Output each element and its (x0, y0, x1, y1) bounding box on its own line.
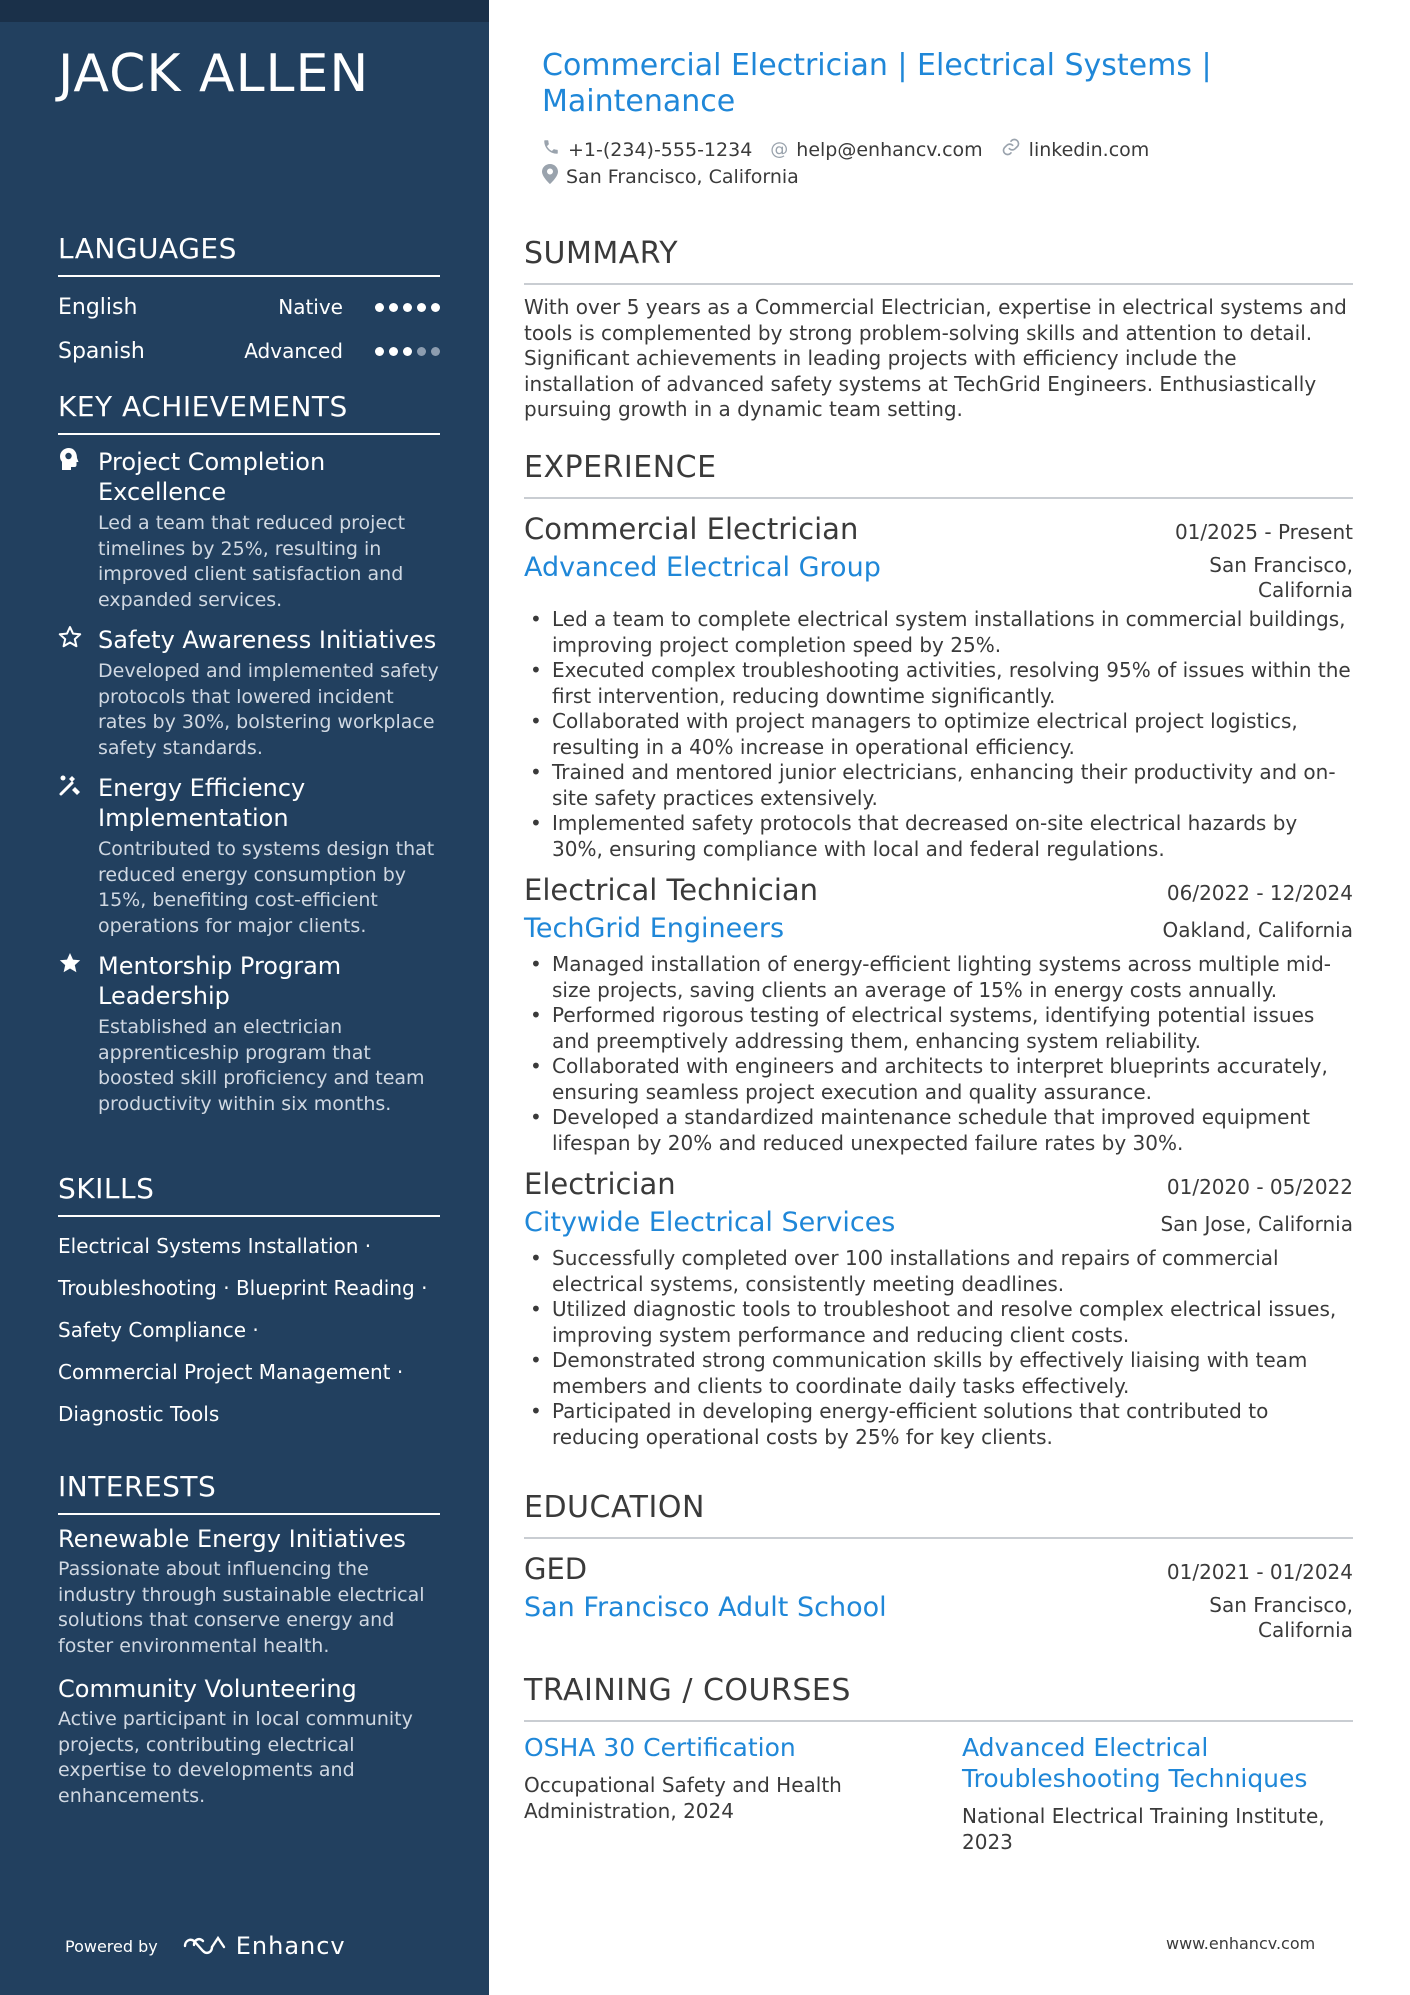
job-date: 01/2020 - 05/2022 (1166, 1175, 1353, 1199)
proficiency-dot-filled (389, 303, 398, 312)
proficiency-dot-filled (417, 303, 426, 312)
job-bullet: • Demonstrated strong communication skills by effectively liaising with team members and clients to coordinate daily tasks effectively. (524, 1348, 1353, 1399)
course-item (962, 1732, 1352, 1855)
link-icon (1001, 137, 1021, 162)
job-company: Citywide Electrical Services (524, 1207, 896, 1238)
achievement-item (58, 625, 440, 761)
interests-section (58, 1470, 440, 1809)
proficiency-dot-filled (389, 347, 398, 356)
footer-url[interactable]: www.enhancv.com (1166, 1934, 1316, 1953)
summary-text: With over 5 years as a Commercial Electrician, expertise in electrical systems and tools is complemented by strong problem-solving skills and attention to detail. Significant achievements in leading projects with efficiency include the installation of advanced safety systems at TechGrid Engineers. Enthusiastically pursuing growth in a dynamic team setting. (524, 295, 1347, 421)
experience-section (524, 450, 1353, 1450)
course-description: National Electrical Training Institute, 2023 (962, 1804, 1325, 1854)
contact-location (542, 164, 799, 189)
job-entry (524, 870, 1353, 1156)
job-bullets (524, 607, 1353, 862)
achievement-title: Safety Awareness Initiatives (98, 626, 437, 654)
job-location: San Francisco, California (1209, 553, 1353, 602)
interest-title: Community Volunteering (58, 1675, 357, 1703)
language-level: Native (278, 295, 343, 319)
job-bullet: • Developed a standardized maintenance schedule that improved equipment lifespan by 20% and reduced unexpected failure rates by 30%. (524, 1105, 1353, 1156)
skill-line: Diagnostic Tools (58, 1402, 220, 1426)
brand-logo[interactable] (182, 1932, 346, 1960)
achievement-description: Led a team that reduced project timelines by 25%, resulting in improved client satisfaction and expanded services. (98, 512, 406, 611)
job-bullet: • Collaborated with engineers and architects to interpret blueprints accurately, ensuring seamless project execution and quality assurance. (524, 1054, 1353, 1105)
achievements-section (58, 390, 440, 1117)
job-location: San Jose, California (1160, 1212, 1353, 1236)
achievement-item (58, 773, 440, 939)
achievement-item (58, 447, 440, 613)
job-role: Electrician (524, 1167, 676, 1201)
skills-section (58, 1172, 440, 1435)
interest-title: Renewable Energy Initiatives (58, 1525, 406, 1553)
course-item (524, 1732, 914, 1855)
job-date: 01/2025 - Present (1174, 520, 1353, 544)
job-entry (524, 509, 1353, 862)
job-bullet: • Successfully completed over 100 installations and repairs of commercial electrical systems, consistently meeting deadlines. (524, 1246, 1353, 1297)
contact-linkedin[interactable] (1001, 137, 1150, 162)
achievement-description: Established an electrician apprenticeship program that boosted skill proficiency and team productivity within six months. (98, 1016, 425, 1115)
skill-line: Commercial Project Management · (58, 1360, 404, 1384)
interest-description: Active participant in local community projects, contributing electrical expertise to developments and enhancements. (58, 1708, 413, 1807)
job-date: 06/2022 - 12/2024 (1166, 881, 1353, 905)
course-title: Advanced Electrical Troubleshooting Techniques (962, 1733, 1308, 1793)
summary-section (524, 236, 1353, 423)
achievements-title: KEY ACHIEVEMENTS (58, 390, 440, 435)
star-outline-icon (58, 625, 98, 761)
brand-name: Enhancv (235, 1932, 346, 1960)
job-company: Advanced Electrical Group (524, 552, 881, 583)
language-proficiency-dots (375, 347, 440, 356)
tools-icon (58, 773, 98, 939)
job-bullet: • Implemented safety protocols that decreased on-site electrical hazards by 30%, ensuring compliance with local and federal regulations. (524, 811, 1353, 862)
location-text: San Francisco, California (566, 165, 799, 188)
location-pin-icon (542, 164, 558, 189)
school-name: San Francisco Adult School (524, 1592, 887, 1623)
language-row (58, 285, 440, 329)
interest-description: Passionate about influencing the industry through sustainable electrical solutions that conserve energy and foster environmental health. (58, 1558, 425, 1657)
summary-title: SUMMARY (524, 236, 1353, 285)
proficiency-dot-filled (375, 347, 384, 356)
job-bullets (524, 1246, 1353, 1450)
proficiency-dot-filled (403, 303, 412, 312)
language-proficiency-dots (375, 303, 440, 312)
achievement-title: Mentorship Program Leadership (98, 952, 342, 1010)
proficiency-dot-filled (403, 347, 412, 356)
at-icon: @ (770, 139, 789, 160)
education-date: 01/2021 - 01/2024 (1166, 1560, 1353, 1584)
language-name: Spanish (58, 338, 145, 364)
language-name: English (58, 294, 138, 320)
course-description: Occupational Safety and Health Administration, 2024 (524, 1773, 842, 1823)
skill-line: Safety Compliance · (58, 1318, 259, 1342)
job-company: TechGrid Engineers (524, 913, 785, 944)
languages-title: LANGUAGES (58, 232, 440, 277)
job-role: Electrical Technician (524, 873, 819, 907)
interests-title: INTERESTS (58, 1470, 440, 1515)
job-bullet: • Led a team to complete electrical system installations in commercial buildings, improving project completion speed by 25%. (524, 607, 1353, 658)
job-bullets (524, 952, 1353, 1156)
email-address: help@enhancv.com (796, 138, 983, 161)
proficiency-dot-empty (431, 347, 440, 356)
achievement-description: Developed and implemented safety protocols that lowered incident rates by 30%, bolstering workplace safety standards. (98, 660, 439, 759)
job-bullet: • Managed installation of energy-efficient lighting systems across multiple mid-size projects, saving clients an average of 15% in energy costs annually. (524, 952, 1353, 1003)
languages-section (58, 232, 440, 373)
linkedin-url: linkedin.com (1028, 138, 1150, 161)
achievement-title: Energy Efficiency Implementation (98, 774, 306, 832)
sidebar-top-bar (0, 0, 489, 22)
job-bullet: • Collaborated with project managers to optimize electrical project logistics, resulting in a 40% increase in operational efficiency. (524, 709, 1353, 760)
experience-title: EXPERIENCE (524, 450, 1353, 499)
job-bullet: • Utilized diagnostic tools to troubleshoot and resolve complex electrical issues, improving system performance and reducing client costs. (524, 1297, 1353, 1348)
proficiency-dot-empty (417, 347, 426, 356)
sidebar (0, 0, 489, 1995)
skill-line: Troubleshooting · Blueprint Reading · (58, 1276, 428, 1300)
phone-icon (542, 138, 560, 161)
job-bullet: • Participated in developing energy-efficient solutions that contributed to reducing operational costs by 25% for key clients. (524, 1399, 1353, 1450)
job-bullet: • Executed complex troubleshooting activities, resolving 95% of issues within the first intervention, reducing downtime significantly. (524, 658, 1353, 709)
training-section (524, 1673, 1353, 1855)
education-section (524, 1490, 1353, 1643)
degree: GED (524, 1552, 588, 1586)
language-row (58, 329, 440, 373)
powered-by-label: Powered by (65, 1936, 158, 1956)
achievement-title: Project Completion Excellence (98, 448, 326, 506)
enhancv-logo-icon (182, 1935, 228, 1957)
skills-title: SKILLS (58, 1172, 440, 1217)
head-idea-icon (58, 447, 98, 613)
candidate-name: JACK ALLEN (58, 44, 370, 104)
job-entry (524, 1164, 1353, 1450)
job-location: Oakland, California (1162, 918, 1353, 942)
job-bullet: • Trained and mentored junior electricians, enhancing their productivity and on-site safety practices extensively. (524, 760, 1353, 811)
contact-email[interactable] (770, 139, 982, 161)
course-title: OSHA 30 Certification (524, 1733, 796, 1762)
education-title: EDUCATION (524, 1490, 1353, 1539)
achievement-description: Contributed to systems design that reduced energy consumption by 15%, benefiting cost-efficient operations for major clients. (98, 838, 435, 937)
contact-phone[interactable] (542, 138, 752, 161)
star-filled-icon (58, 951, 98, 1117)
proficiency-dot-filled (375, 303, 384, 312)
achievement-item (58, 951, 440, 1117)
job-role: Commercial Electrician (524, 512, 859, 546)
training-title: TRAINING / COURSES (524, 1673, 1353, 1722)
education-location: San Francisco, California (1209, 1593, 1353, 1642)
skill-line: Electrical Systems Installation · (58, 1234, 372, 1258)
proficiency-dot-filled (431, 303, 440, 312)
job-bullet: • Performed rigorous testing of electrical systems, identifying potential issues and preemptively addressing them, enhancing system reliability. (524, 1003, 1353, 1054)
headline: Commercial Electrician | Electrical Systems | Maintenance (542, 48, 1212, 119)
language-level: Advanced (244, 339, 343, 363)
contact-info (542, 136, 1342, 190)
phone-number: +1-(234)-555-1234 (568, 138, 753, 161)
powered-by (65, 1932, 346, 1960)
